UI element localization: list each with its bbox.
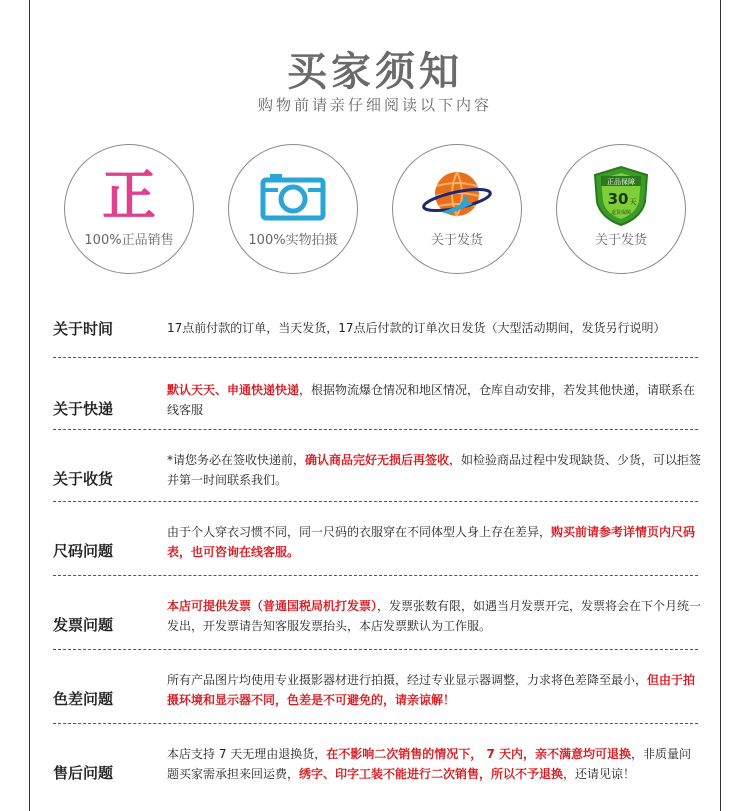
- row-text: [167, 318, 702, 338]
- svg-text:退货保障: 退货保障: [610, 210, 632, 216]
- globe-plane-icon: [419, 166, 495, 226]
- highlight-text: 确认商品完好无损后再签收: [305, 453, 450, 467]
- shield-icon: [589, 164, 653, 228]
- row-text: [167, 522, 702, 562]
- row-label: 关于快递: [53, 400, 114, 418]
- notice-row-color: [53, 650, 698, 724]
- body-text: ，根据物流爆仓情况和地区情况，仓库自动安排，若发其他快递，请联系在线客服: [167, 383, 696, 417]
- badge-guarantee: [556, 144, 686, 274]
- badge-genuine: [64, 144, 194, 274]
- zheng-icon: 正: [102, 164, 156, 227]
- highlight-text: 但由于拍摄环境和显示器不同，色差是不可避免的，请亲谅解！: [167, 673, 696, 707]
- svg-text:天: 天: [629, 198, 637, 206]
- body-text: ，发票张数有限，如遇当月发票开完，发票将会在下个月统一发出，开发票请告知客服发票抬头，本店发票默认为工作服。: [167, 599, 702, 633]
- camera-icon: [260, 170, 326, 222]
- body-text: 17点前付款的订单，当天发货，17点后付款的订单次日发货（大型活动期间，发货另行说明）: [167, 321, 666, 335]
- body-text: *请您务必在签收快递前，: [167, 453, 306, 467]
- row-label: 关于时间: [53, 320, 114, 338]
- right-border: [720, 0, 750, 811]
- page-subtitle: 购物前请亲仔细阅读以下内容: [257, 96, 492, 114]
- row-text: [167, 450, 702, 490]
- badge-real-photo: [228, 144, 358, 274]
- badge-caption: 100%实物拍摄: [248, 233, 338, 248]
- highlight-text: 绣字、印字工装不能进行二次销售，所以不予退换: [299, 767, 564, 781]
- badge-caption: 关于发货: [430, 233, 483, 248]
- svg-text:30: 30: [607, 190, 629, 208]
- body-text: 由于个人穿衣习惯不同，同一尺码的衣服穿在不同体型人身上存在差异，: [167, 525, 552, 539]
- left-border: [0, 0, 30, 811]
- notice-row-express: [53, 358, 698, 430]
- notice-row-invoice: [53, 576, 702, 650]
- highlight-text: 本店可提供发票（普通国税局机打发票）: [167, 599, 378, 613]
- badge-caption: 100%正品销售: [84, 233, 174, 248]
- row-text: [167, 744, 702, 784]
- notice-row-receipt: [53, 430, 702, 502]
- row-text: [167, 596, 702, 636]
- notice-row-size: [53, 502, 698, 576]
- badge-caption: 关于发货: [594, 233, 647, 248]
- highlight-text: 默认天天、申通快递快递: [167, 383, 300, 397]
- body-text: ，如检验商品过程中发现缺货、少货，可以拒签并第一时间联系我们。: [167, 453, 702, 487]
- row-text: [167, 380, 702, 420]
- highlight-text: 在不影响二次销售的情况下， 7 天内，亲不满意均可退换: [326, 747, 631, 761]
- body-text: ，非质量问题买家需承担来回运费，: [167, 747, 691, 781]
- buyer-notice-page: [31, 0, 719, 811]
- row-label: 售后问题: [53, 764, 114, 782]
- notice-row-time: [53, 304, 698, 358]
- notice-row-after-sales: [53, 724, 698, 810]
- body-text: 所有产品图片均使用专业摄影器材进行拍摄，经过专业显示器调整，力求将色差降至最小，: [167, 673, 648, 687]
- body-text: 本店支持 7 天无理由退换货，: [167, 747, 327, 761]
- row-label: 关于收货: [53, 470, 114, 488]
- page-title: 买家须知: [287, 49, 463, 95]
- row-text: [167, 670, 702, 710]
- badge-row: [31, 144, 719, 284]
- row-label: 尺码问题: [53, 542, 114, 560]
- notice-list: [53, 304, 702, 810]
- row-label: 发票问题: [53, 616, 114, 634]
- highlight-text: 购买前请参考详情页内尺码表，也可咨询在线客服。: [167, 525, 696, 559]
- svg-text:正品保障: 正品保障: [607, 178, 635, 186]
- body-text: ，还请见谅！: [563, 767, 636, 781]
- row-label: 色差问题: [53, 690, 114, 708]
- badge-shipping: [392, 144, 522, 274]
